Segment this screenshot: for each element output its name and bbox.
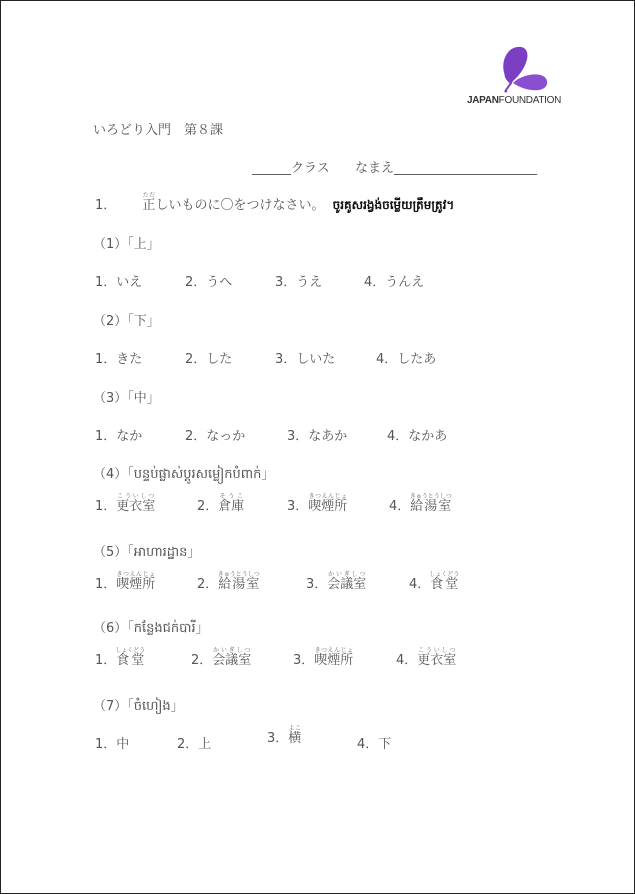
option-text: なかあ xyxy=(408,429,448,444)
option-text: 喫煙所 xyxy=(308,499,348,514)
option-text: 倉庫 xyxy=(218,499,245,514)
option-text: 更衣室 xyxy=(417,653,457,668)
option-text: 更衣室 xyxy=(116,499,156,514)
answer-option[interactable] xyxy=(95,571,155,592)
question-label: （1）「上」 xyxy=(93,237,160,252)
question-label: （3）「中」 xyxy=(93,391,160,406)
option-number: 3． xyxy=(267,731,289,746)
question-label: （4）「បន្ទប់ផ្លាស់ប្តូរសម្លៀកបំពាក់」 xyxy=(93,467,275,482)
option-number: 1． xyxy=(95,577,117,592)
option-number: 3． xyxy=(293,653,315,668)
answer-option[interactable] xyxy=(396,647,456,668)
answer-option[interactable] xyxy=(177,733,211,752)
option-text: 喫煙所 xyxy=(314,653,354,668)
japan-foundation-logo xyxy=(467,43,562,109)
furigana: そうこ xyxy=(218,493,245,500)
question-label: （2）「下」 xyxy=(93,314,160,329)
option-text: 会議室 xyxy=(327,577,367,592)
answer-option[interactable] xyxy=(95,493,155,514)
furigana: きゅうとうしつ xyxy=(217,571,260,578)
option-number: 2． xyxy=(197,577,219,592)
option-text: 下 xyxy=(378,737,392,752)
answer-option[interactable] xyxy=(95,348,142,367)
option-number: 3． xyxy=(306,577,328,592)
option-text: 上 xyxy=(198,737,212,752)
furigana: きゅうとうしつ xyxy=(409,493,452,500)
answer-option[interactable] xyxy=(95,425,142,444)
option-number: 4． xyxy=(396,653,418,668)
option-number: 2． xyxy=(185,429,207,444)
answer-option[interactable] xyxy=(185,348,232,367)
answer-option[interactable] xyxy=(389,493,452,514)
course-title: いろどり入門 第８課 xyxy=(93,123,224,138)
furigana: よこ xyxy=(288,725,302,732)
option-text: うへ xyxy=(206,275,233,290)
furigana: しょくどう xyxy=(429,571,460,578)
option-number: 1． xyxy=(95,737,117,752)
option-number: 4． xyxy=(409,577,431,592)
answer-option[interactable] xyxy=(287,493,347,514)
option-number: 4． xyxy=(387,429,409,444)
option-number: 3． xyxy=(287,429,309,444)
option-number: 4． xyxy=(364,275,386,290)
option-number: 3． xyxy=(275,275,297,290)
furigana: こういしつ xyxy=(116,493,156,500)
question-label: （5）「អាហារដ្ឋាន」 xyxy=(93,545,201,560)
option-number: 3． xyxy=(287,499,309,514)
furigana: きつえんじょ xyxy=(116,571,156,578)
class-field: ______クラス xyxy=(252,161,330,176)
option-text: 横 xyxy=(288,731,302,746)
option-text: 喫煙所 xyxy=(116,577,156,592)
answer-option[interactable] xyxy=(267,725,301,746)
logo-text: JAPANFOUNDATION xyxy=(467,95,562,106)
answer-option[interactable] xyxy=(275,348,335,367)
option-number: 2． xyxy=(191,653,213,668)
answer-option[interactable] xyxy=(293,647,353,668)
option-number: 4． xyxy=(389,499,411,514)
answer-option[interactable] xyxy=(191,647,251,668)
furigana: こういしつ xyxy=(417,647,457,654)
question-label: （6）「កន្លែងជក់បារី」 xyxy=(93,621,209,636)
option-text: なか xyxy=(116,429,143,444)
furigana: きつえんじょ xyxy=(308,493,348,500)
option-number: 4． xyxy=(357,737,379,752)
option-text: 会議室 xyxy=(212,653,252,668)
option-number: 2． xyxy=(197,499,219,514)
option-text: きた xyxy=(116,352,143,367)
option-text: したあ xyxy=(397,352,437,367)
option-number: 1． xyxy=(95,352,117,367)
answer-option[interactable] xyxy=(95,647,145,668)
option-text: なあか xyxy=(308,429,348,444)
option-text: 中 xyxy=(116,737,130,752)
answer-option[interactable] xyxy=(306,571,366,592)
option-text: しいた xyxy=(296,352,336,367)
answer-option[interactable] xyxy=(376,348,436,367)
option-text: うんえ xyxy=(385,275,425,290)
furigana: きつえんじょ xyxy=(314,647,354,654)
option-text: した xyxy=(206,352,233,367)
answer-option[interactable] xyxy=(275,271,322,290)
answer-option[interactable] xyxy=(287,425,347,444)
name-field: なまえ______________________ xyxy=(355,161,538,176)
option-number: 4． xyxy=(376,352,398,367)
option-number: 2． xyxy=(177,737,199,752)
answer-option[interactable] xyxy=(197,493,244,514)
furigana: しょくどう xyxy=(115,647,146,654)
answer-option[interactable] xyxy=(95,271,142,290)
answer-option[interactable] xyxy=(387,425,447,444)
instruction: 1． 正ただしいものに〇をつけなさい。 ចូរគូសរង្វង់ចម្លើយត្រឹមត្រូវ។ xyxy=(95,192,455,213)
option-number: 3． xyxy=(275,352,297,367)
answer-option[interactable] xyxy=(357,733,391,752)
question-label: （7）「ចំហៀង」 xyxy=(93,699,184,714)
butterfly-icon xyxy=(467,43,551,95)
answer-option[interactable] xyxy=(185,271,232,290)
option-text: 食堂 xyxy=(429,577,460,592)
option-number: 2． xyxy=(185,275,207,290)
answer-option[interactable] xyxy=(409,571,459,592)
option-number: 1． xyxy=(95,429,117,444)
option-number: 1． xyxy=(95,653,117,668)
option-text: うえ xyxy=(296,275,323,290)
furigana: かいぎしつ xyxy=(212,647,252,654)
option-text: いえ xyxy=(116,275,143,290)
option-number: 1． xyxy=(95,275,117,290)
answer-option[interactable] xyxy=(197,571,260,592)
option-text: 食堂 xyxy=(115,653,146,668)
option-text: 給湯室 xyxy=(409,499,452,514)
answer-option[interactable] xyxy=(95,733,129,752)
answer-option[interactable] xyxy=(364,271,424,290)
furigana: かいぎしつ xyxy=(327,571,367,578)
option-number: 1． xyxy=(95,499,117,514)
option-text: なっか xyxy=(206,429,246,444)
answer-option[interactable] xyxy=(185,425,245,444)
option-number: 2． xyxy=(185,352,207,367)
option-text: 給湯室 xyxy=(217,577,260,592)
